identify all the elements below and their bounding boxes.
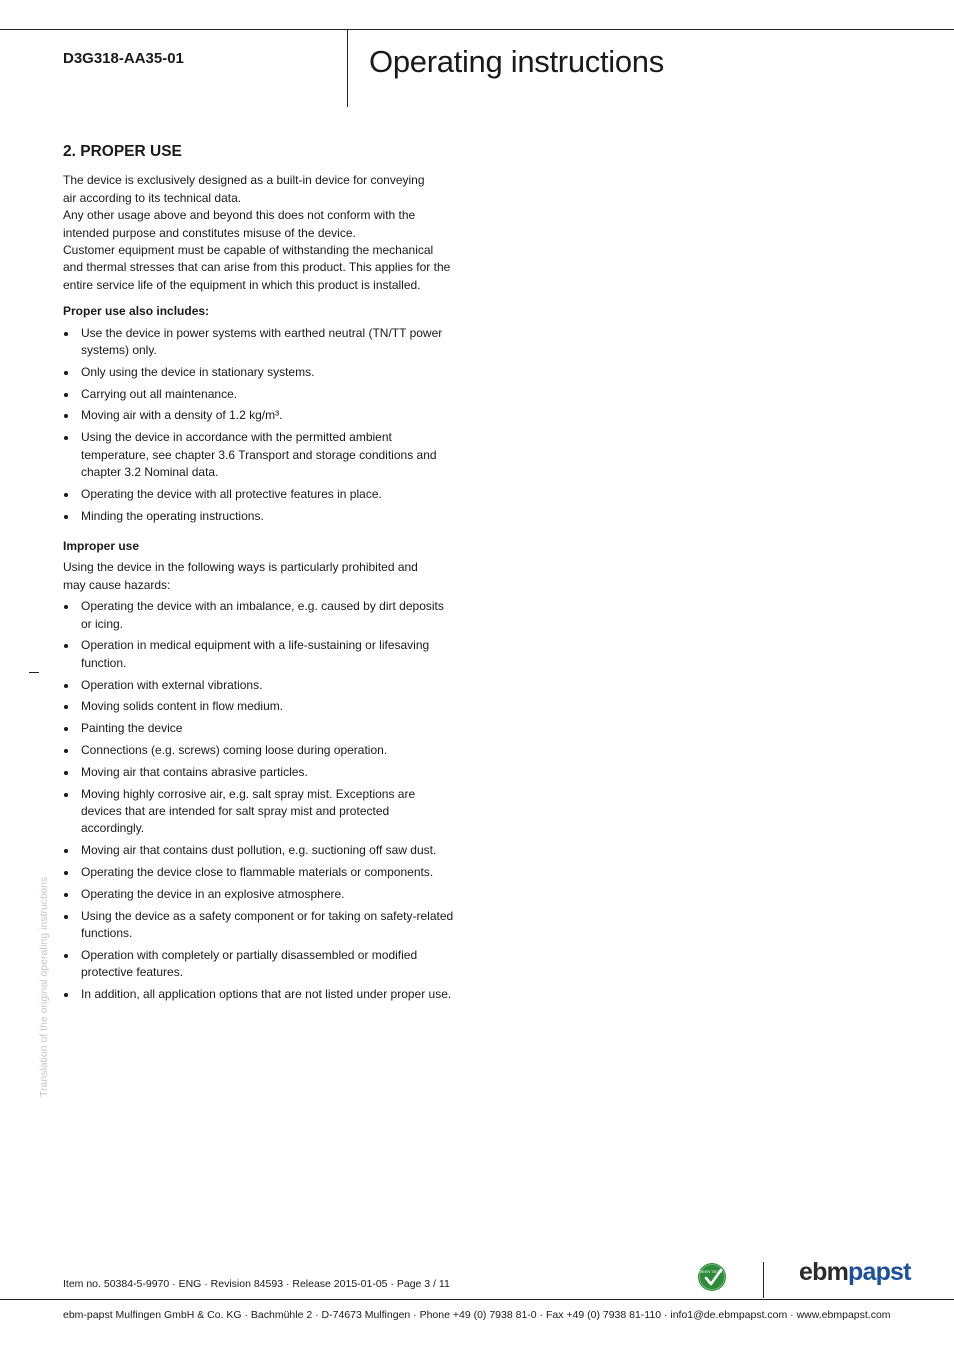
fold-mark [29,672,39,673]
list-item: Moving air that contains dust pollution, e.g. suctioning off saw dust. [63,842,455,859]
footer-item-line: Item no. 50384-5-9970 · ENG · Revision 84593 · Release 2015-01-05 · Page 3 / 11 [63,1278,450,1290]
logo-text-papst: papst [848,1258,911,1286]
bullet-icon [64,793,68,797]
bullet-icon [64,414,68,418]
list-item: Moving highly corrosive air, e.g. salt spray mist. Exceptions are devices that are intended for salt spray mist and protected accordingly. [63,786,455,838]
list-item: Using the device as a safety component or for taking on safety-related functions. [63,908,455,943]
bullet-icon [64,954,68,958]
list-item: Connections (e.g. screws) coming loose during operation. [63,742,455,759]
list-item: Operation in medical equipment with a life-sustaining or lifesaving function. [63,637,455,672]
header-top-rule [0,29,954,30]
page-title: Operating instructions [369,44,664,79]
list-item: Operating the device with an imbalance, e.g. caused by dirt deposits or icing. [63,598,455,633]
bullet-icon [64,493,68,497]
proper-use-heading: Proper use also includes: [63,304,210,319]
improper-use-heading: Improper use [63,539,140,554]
bullet-icon [64,515,68,519]
list-item: Operating the device with all protective features in place. [63,486,455,503]
list-item: In addition, all application options that are not listed under proper use. [63,986,455,1003]
bullet-icon [64,993,68,997]
section-heading: 2. PROPER USE [63,143,182,160]
list-item: Painting the device [63,720,455,737]
side-note: Translation of the original operating instructions [38,876,50,1097]
footer-rule [0,1299,954,1300]
list-item: Minding the operating instructions. [63,508,455,525]
header-divider [347,29,348,107]
ebmpapst-logo [799,1258,911,1287]
bullet-icon [64,436,68,440]
bullet-icon [64,684,68,688]
intro-paragraph-1: The device is exclusively designed as a built-in device for conveying air according to its technical data. [63,173,425,205]
bullet-icon [64,605,68,609]
bullet-icon [64,393,68,397]
logo-divider [763,1262,764,1298]
bullet-icon [64,727,68,731]
list-item: Operation with completely or partially disassembled or modified protective features. [63,947,455,982]
bullet-icon [64,371,68,375]
bullet-icon [64,749,68,753]
bullet-icon [64,849,68,853]
main-content [63,143,455,1008]
logo-text-ebm: ebm [799,1258,849,1286]
bullet-icon [64,771,68,775]
list-item: Operating the device in an explosive atmosphere. [63,886,455,903]
list-item: Use the device in power systems with earthed neutral (TN/TT power systems) only. [63,325,455,360]
list-item: Only using the device in stationary systems. [63,364,455,381]
list-item: Moving solids content in flow medium. [63,698,455,715]
list-item: Using the device in accordance with the permitted ambient temperature, see chapter 3.6 Transport and storage conditions and chapter 3.2 Nominal data. [63,429,455,481]
list-item: Operation with external vibrations. [63,677,455,694]
improper-use-intro: Using the device in the following ways is particularly prohibited and may cause hazards: [63,560,418,592]
bullet-icon [64,893,68,897]
footer-company-line: ebm-papst Mulfingen GmbH & Co. KG · Bachmühle 2 · D-74673 Mulfingen · Phone +49 (0) 7938 81-0 · Fax +49 (0) 7938 81-110 · info1@de.ebmpapst.com · www.ebmpapst.com [63,1309,891,1321]
proper-use-list [63,325,455,525]
bullet-icon [64,644,68,648]
improper-use-list [63,598,455,1003]
greentech-text: GREEN TECH [697,1269,723,1274]
intro-paragraph-2: Any other usage above and beyond this does not conform with the intended purpose and constitutes misuse of the device. [63,208,416,240]
bullet-icon [64,915,68,919]
list-item: Moving air that contains abrasive particles. [63,764,455,781]
document-code: D3G318-AA35-01 [63,50,184,67]
bullet-icon [64,705,68,709]
bullet-icon [64,332,68,336]
list-item: Moving air with a density of 1.2 kg/m³. [63,407,455,424]
greentech-logo-icon [697,1262,727,1292]
list-item: Carrying out all maintenance. [63,386,455,403]
intro-paragraph-3: Customer equipment must be capable of withstanding the mechanical and thermal stresses that can arise from this product. This applies for the entire service life of the equipment in which this product is installed. [63,243,451,292]
bullet-icon [64,871,68,875]
list-item: Operating the device close to flammable materials or components. [63,864,455,881]
